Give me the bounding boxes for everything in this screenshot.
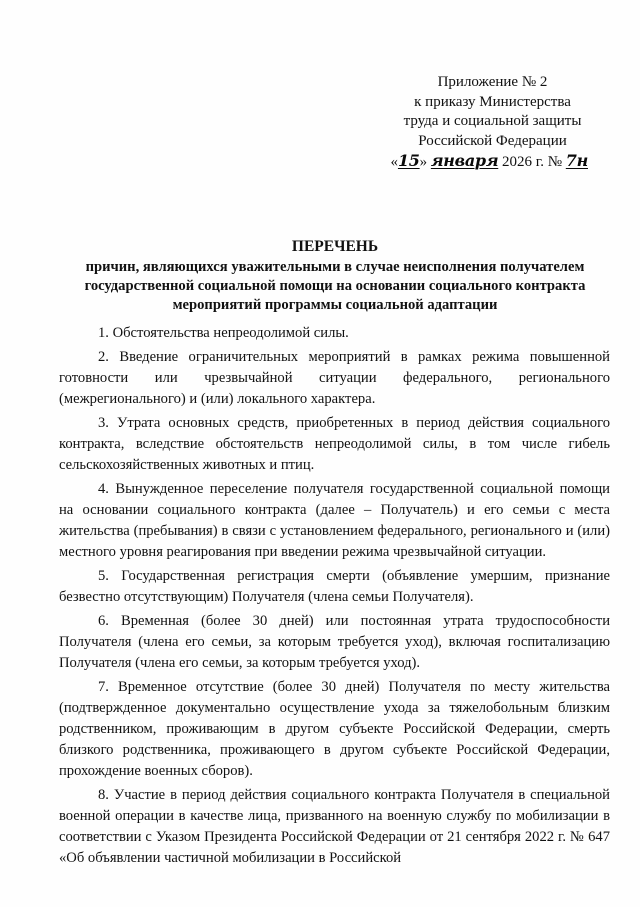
appendix-country: Российской Федерации <box>418 132 567 149</box>
list-item: 1. Обстоятельства непреодолимой силы. <box>98 325 349 341</box>
order-date-line <box>385 151 600 173</box>
handwritten-day: 15 <box>397 151 420 170</box>
appendix-ministry: труда и социальной защиты <box>403 113 582 129</box>
list-item: 5. Государственная регистрация смерти (объявление умершим, признание безвестно отсутствующим) Получателя (члена семьи Получателя). <box>59 568 610 605</box>
appendix-order-ref: к приказу Министерства <box>414 93 571 110</box>
list-item: 4. Вынужденное переселение получателя государственной социальной помощи на основании социального контракта (далее – Получатель) и его семьи с места жительства (пребывания) в связи с установлением федерального, регионального и (или) местного уровня реагирования при введении режима чрезвычайной ситуации. <box>59 481 610 560</box>
list-item: 6. Временная (более 30 дней) или постоянная утрата трудоспособности Получателя (члена его семьи, за которым требуется уход), включая госпитализацию Получателя (члена его семьи, за которым требуется уход). <box>59 613 610 671</box>
date-year-text: 2026 г. № <box>502 154 563 170</box>
appendix-header <box>385 73 600 173</box>
handwritten-month: января <box>430 151 499 170</box>
document-body <box>59 323 610 869</box>
document-title: ПЕРЕЧЕНЬ <box>291 238 379 255</box>
handwritten-order-number: 7н <box>565 151 588 170</box>
appendix-number: Приложение № 2 <box>437 74 548 90</box>
list-item: 2. Введение ограничительных мероприятий в рамках режима повышенной готовности или чрезвычайной ситуации федерального, регионального (межрегионального) и (или) локального характера. <box>59 349 610 407</box>
list-item: 7. Временное отсутствие (более 30 дней) Получателя по месту жительства (подтвержденное документально осуществление ухода за тяжелобольным близким родственником, проживающим в другом субъекте Российской Федерации, смерть близкого родственника, проживающего в другом субъекте Российской Федерации, прохождение военных сборов). <box>59 679 610 779</box>
list-item: 3. Утрата основных средств, приобретенных в период действия социального контракта, вследствие обстоятельств непреодолимой силы, в том числе гибель сельскохозяйственных животных и птиц. <box>59 415 610 473</box>
date-close-quote: » <box>419 154 428 170</box>
date-open-quote: « <box>390 154 398 170</box>
document-subtitle: причин, являющихся уважительными в случае неисполнения получателем государственной социальной помощи на основании социального контракта мероприятий программы социальной адаптации <box>84 259 586 313</box>
list-item: 8. Участие в период действия социального контракта Получателя в специальной военной операции в качестве лица, призванного на военную службу по мобилизации в соответствии с Указом Президента Российской Федерации от 21 сентября 2022 г. № 647 «Об объявлении частичной мобилизации в Российской <box>59 787 610 866</box>
